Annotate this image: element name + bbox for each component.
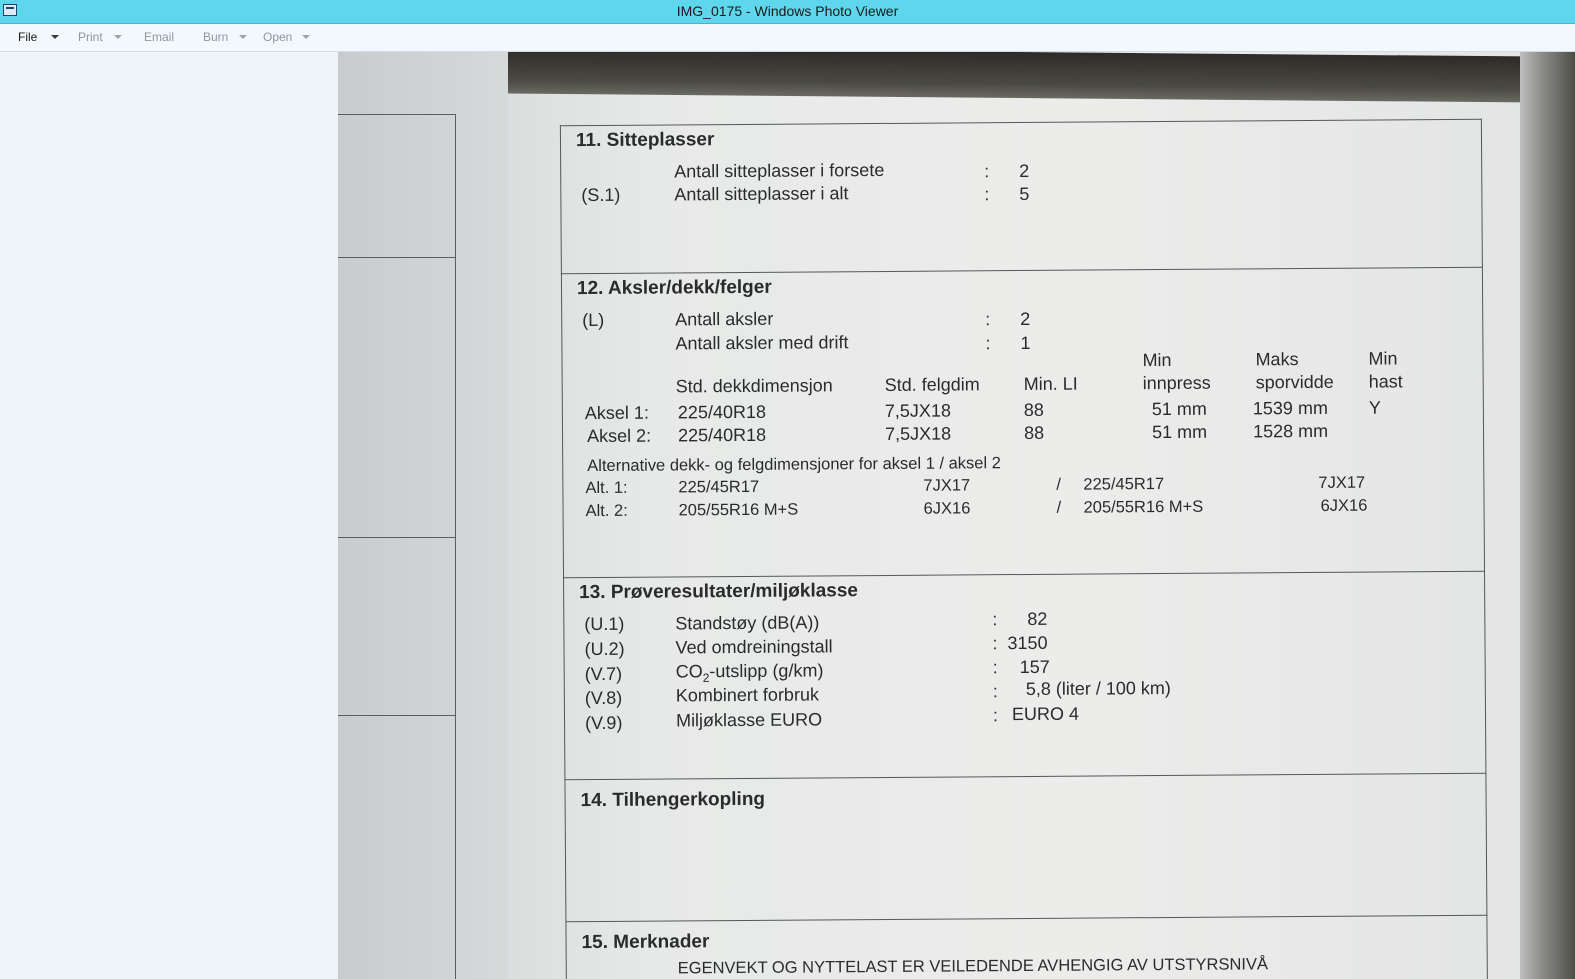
viewer-background: [0, 52, 338, 979]
driven-axles-value: 1: [1020, 332, 1031, 354]
alt2-label: Alt. 2:: [585, 501, 628, 521]
header-offset-2: innpress: [1142, 372, 1211, 394]
header-li: Min. LI: [1023, 373, 1078, 395]
page-rule: [455, 114, 456, 979]
axle1-rim: 7,5JX18: [884, 400, 952, 421]
v9-colon: :: [992, 705, 999, 726]
axle2-rim: 7,5JX18: [884, 423, 952, 444]
print-dropdown-icon[interactable]: [114, 35, 122, 39]
seats-total-label: Antall sitteplasser i alt: [674, 183, 849, 205]
axle2-track: 1528 mm: [1252, 420, 1329, 442]
driven-axles-label: Antall aksler med drift: [675, 332, 849, 354]
v9-label: Miljøklasse EURO: [675, 709, 823, 731]
burn-menu[interactable]: Burn: [203, 30, 229, 44]
alt1-rim-2: 7JX17: [1318, 473, 1366, 492]
v9-code: (V.9): [584, 712, 623, 734]
axle2-offset: 51 mm: [1151, 421, 1208, 443]
section-15: [565, 915, 1488, 979]
page-rule: [338, 537, 456, 538]
u1-value: 82: [1027, 608, 1048, 629]
open-dropdown-icon[interactable]: [302, 35, 310, 39]
open-menu[interactable]: Open: [263, 30, 293, 44]
title-bar: [0, 0, 1575, 24]
u2-code: (U.2): [584, 638, 625, 660]
page-rule: [338, 257, 456, 258]
u2-value: 3150: [1007, 632, 1048, 654]
seats-front-label: Antall sitteplasser i forsete: [674, 159, 885, 182]
seats-total-value: 5: [1019, 183, 1030, 205]
axle1-speed: Y: [1368, 397, 1381, 418]
alt2-tyre-2: 205/55R16 M+S: [1083, 497, 1204, 517]
photo-dark-background: [458, 52, 1575, 103]
v7-value: 157: [1019, 656, 1050, 678]
alt2-rim-1: 6JX16: [923, 499, 971, 518]
axle2-tyre: 225/40R18: [677, 424, 767, 446]
burn-dropdown-icon[interactable]: [239, 35, 247, 39]
section-12-title: 12. Aksler/dekk/felger: [576, 276, 772, 300]
header-speed-1: Min: [1368, 348, 1398, 369]
v7-label-co: CO: [675, 661, 703, 682]
header-rim: Std. felgdim: [884, 374, 980, 395]
alt1-rim-1: 7JX17: [923, 476, 971, 495]
v8-colon: :: [992, 681, 998, 702]
v8-value: 5,8 (liter / 100 km): [1025, 677, 1171, 700]
email-button[interactable]: Email: [144, 30, 175, 44]
remarks-text: EGENVEKT OG NYTTELAST ER VEILEDENDE AVHENGIG AV UTSTYRSNIVÅ: [677, 955, 1268, 978]
v7-label-sub: 2: [702, 670, 710, 685]
header-speed-2: hast: [1368, 371, 1403, 392]
axle1-tyre: 225/40R18: [677, 401, 767, 423]
axles-colon: :: [985, 309, 991, 330]
alt1-tyre-2: 225/45R17: [1083, 475, 1165, 494]
axle1-track: 1539 mm: [1252, 397, 1328, 419]
photo-left-page: [338, 52, 508, 979]
alt2-tyre-1: 205/55R16 M+S: [678, 500, 799, 520]
section-15-title: 15. Merknader: [581, 931, 710, 954]
file-dropdown-icon[interactable]: [51, 35, 59, 39]
section-11-title: 11. Sitteplasser: [575, 129, 715, 152]
page-rule: [338, 114, 456, 115]
section-14: [564, 773, 1487, 922]
axle1-li: 88: [1023, 399, 1044, 421]
axles-code: (L): [582, 309, 605, 331]
section-11: [560, 119, 1483, 274]
v7-code: (V.7): [584, 663, 623, 685]
page-rule: [338, 715, 456, 716]
u2-colon: :: [992, 633, 998, 654]
v9-value: EURO 4: [1011, 703, 1080, 725]
v8-label: Kombinert forbruk: [675, 684, 819, 706]
alt1-tyre-1: 225/45R17: [678, 477, 760, 497]
file-menu[interactable]: File: [18, 30, 38, 44]
window-title: IMG_0175 - Windows Photo Viewer: [676, 3, 899, 19]
command-bar: [0, 24, 1575, 52]
u1-colon: :: [992, 609, 998, 630]
alt2-separator: /: [1056, 498, 1062, 517]
section-13-title: 13. Prøveresultater/miljøklasse: [579, 580, 859, 604]
section-13: [563, 571, 1486, 780]
axle2-label: Aksel 2:: [586, 425, 652, 447]
header-offset-1: Min: [1142, 349, 1172, 371]
registration-document: [560, 119, 1491, 979]
axle1-offset: 51 mm: [1151, 398, 1207, 420]
seats-total-code: (S.1): [581, 184, 621, 206]
alt1-separator: /: [1056, 475, 1062, 494]
section-12: [561, 267, 1485, 578]
section-14-title: 14. Tilhengerkopling: [580, 788, 766, 812]
v8-code: (V.8): [584, 687, 623, 709]
photo-canvas[interactable]: [338, 52, 1575, 979]
u1-label: Standstøy (dB(A)): [675, 612, 820, 634]
seats-total-colon: :: [984, 184, 990, 205]
driven-axles-colon: :: [985, 333, 991, 354]
u2-label: Ved omdreiningstall: [675, 636, 833, 658]
alt1-label: Alt. 1:: [585, 478, 628, 498]
seats-front-value: 2: [1019, 160, 1030, 182]
u1-code: (U.1): [584, 613, 625, 635]
v7-label-post: -utslipp (g/km): [709, 660, 824, 682]
axles-label: Antall aksler: [675, 308, 774, 330]
header-tyre: Std. dekkdimensjon: [675, 375, 833, 397]
header-track-1: Maks: [1255, 349, 1299, 370]
axle2-li: 88: [1023, 422, 1045, 444]
print-menu[interactable]: Print: [78, 30, 103, 44]
seats-front-colon: :: [984, 161, 990, 182]
alt-heading: Alternative dekk- og felgdimensjoner for aksel 1 / aksel 2: [587, 454, 1001, 476]
alt2-rim-2: 6JX16: [1320, 496, 1368, 515]
header-track-2: sporvidde: [1255, 371, 1334, 393]
v7-label: [676, 660, 824, 685]
photo-dark-edge: [1520, 52, 1575, 979]
v7-colon: :: [992, 657, 998, 678]
axle1-label: Aksel 1:: [584, 402, 649, 424]
axles-value: 2: [1020, 308, 1031, 330]
